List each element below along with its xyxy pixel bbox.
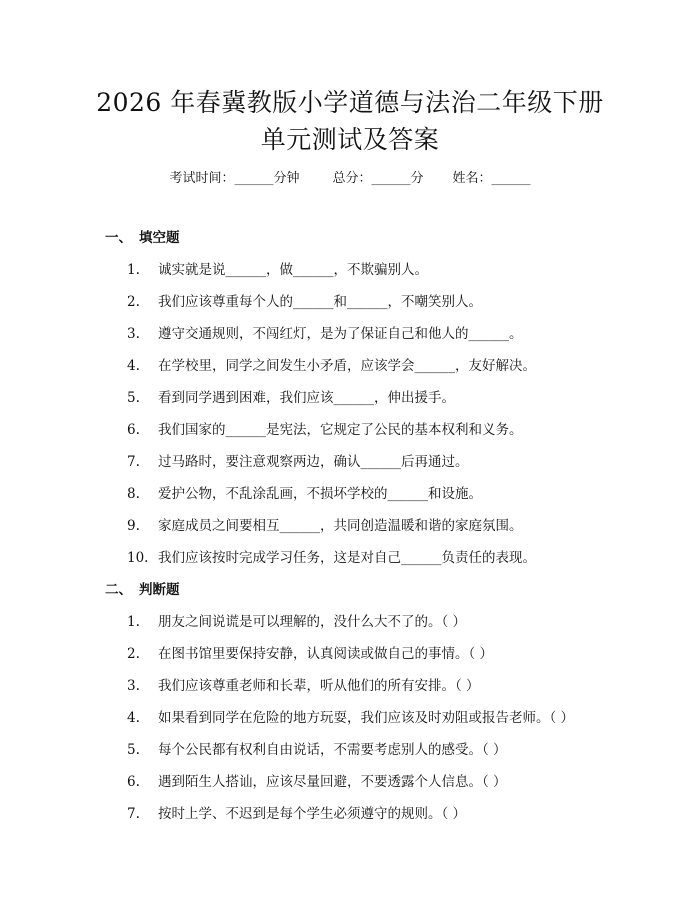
question-number: 2.	[127, 646, 140, 662]
question-item	[127, 709, 574, 727]
question-text: 家庭成员之间要相互______，共同创造温暖和谐的家庭氛围。	[158, 518, 523, 534]
question-text: 我们应该尊重老师和长辈，听从他们的所有安排。（ ）	[158, 678, 480, 694]
question-number: 3.	[127, 326, 140, 342]
question-item	[127, 389, 455, 407]
exam-meta	[0, 170, 700, 188]
question-text: 看到同学遇到困难，我们应该______，伸出援手。	[158, 390, 455, 406]
question-item	[127, 549, 536, 567]
question-item	[127, 613, 466, 631]
question-text: 诚实就是说______，做______，不欺骗别人。	[158, 262, 428, 278]
question-text: 在图书馆里要保持安静，认真阅读或做自己的事情。（ ）	[158, 646, 494, 662]
section-title: 填空题	[139, 230, 180, 246]
question-number: 1.	[127, 262, 140, 278]
question-item	[127, 517, 523, 535]
document-title-line1: 2026 年春冀教版小学道德与法治二年级下册	[96, 88, 604, 117]
question-number: 1.	[127, 614, 140, 630]
exam-score: 总分：______分	[332, 171, 424, 186]
question-text: 遵守交通规则，不闯红灯，是为了保证自己和他人的______。	[158, 326, 523, 342]
question-item	[127, 741, 507, 759]
question-text: 按时上学、不迟到是每个学生必须遵守的规则。（ ）	[158, 806, 467, 822]
question-item	[127, 357, 536, 375]
question-text: 在学校里，同学之间发生小矛盾，应该学会______，友好解决。	[158, 358, 536, 374]
question-text: 我们应该按时完成学习任务，这是对自己______负责任的表现。	[158, 550, 536, 566]
question-item	[127, 677, 480, 695]
section-title: 判断题	[139, 582, 180, 598]
question-number: 9.	[127, 518, 140, 534]
question-item	[127, 805, 466, 823]
section-number: 一、	[105, 230, 132, 246]
question-item	[127, 293, 482, 311]
question-number: 4.	[127, 358, 140, 374]
question-number: 4.	[127, 710, 140, 726]
question-item	[127, 453, 469, 471]
question-text: 我们应该尊重每个人的______和______，不嘲笑别人。	[158, 294, 482, 310]
question-text: 遇到陌生人搭讪，应该尽量回避，不要透露个人信息。（ ）	[158, 774, 507, 790]
question-item	[127, 421, 523, 439]
question-number: 2.	[127, 294, 140, 310]
question-text: 我们国家的______是宪法，它规定了公民的基本权利和义务。	[158, 422, 523, 438]
question-text: 如果看到同学在危险的地方玩耍，我们应该及时劝阻或报告老师。（ ）	[158, 710, 575, 726]
document-title-line2: 单元测试及答案	[260, 125, 440, 154]
question-number: 7.	[127, 806, 140, 822]
question-item	[127, 325, 523, 343]
question-number: 6.	[127, 422, 140, 438]
question-number: 6.	[127, 774, 140, 790]
question-number: 5.	[127, 390, 140, 406]
question-number: 7.	[127, 454, 140, 470]
question-number: 3.	[127, 678, 140, 694]
question-item	[127, 261, 428, 279]
student-name: 姓名：______	[452, 171, 531, 186]
question-item	[127, 645, 493, 663]
section-number: 二、	[105, 582, 132, 598]
question-item	[127, 485, 482, 503]
question-text: 每个公民都有权利自由说话，不需要考虑别人的感受。（ ）	[158, 742, 507, 758]
question-number: 10.	[127, 550, 149, 566]
exam-time: 考试时间：______分钟	[169, 171, 300, 186]
section-heading	[105, 581, 180, 599]
question-text: 爱护公物，不乱涂乱画，不损坏学校的______和设施。	[158, 486, 482, 502]
question-number: 5.	[127, 742, 140, 758]
question-number: 8.	[127, 486, 140, 502]
section-heading	[105, 229, 180, 247]
question-text: 过马路时，要注意观察两边，确认______后再通过。	[158, 454, 469, 470]
question-text: 朋友之间说谎是可以理解的，没什么大不了的。（ ）	[158, 614, 467, 630]
question-item	[127, 773, 507, 791]
